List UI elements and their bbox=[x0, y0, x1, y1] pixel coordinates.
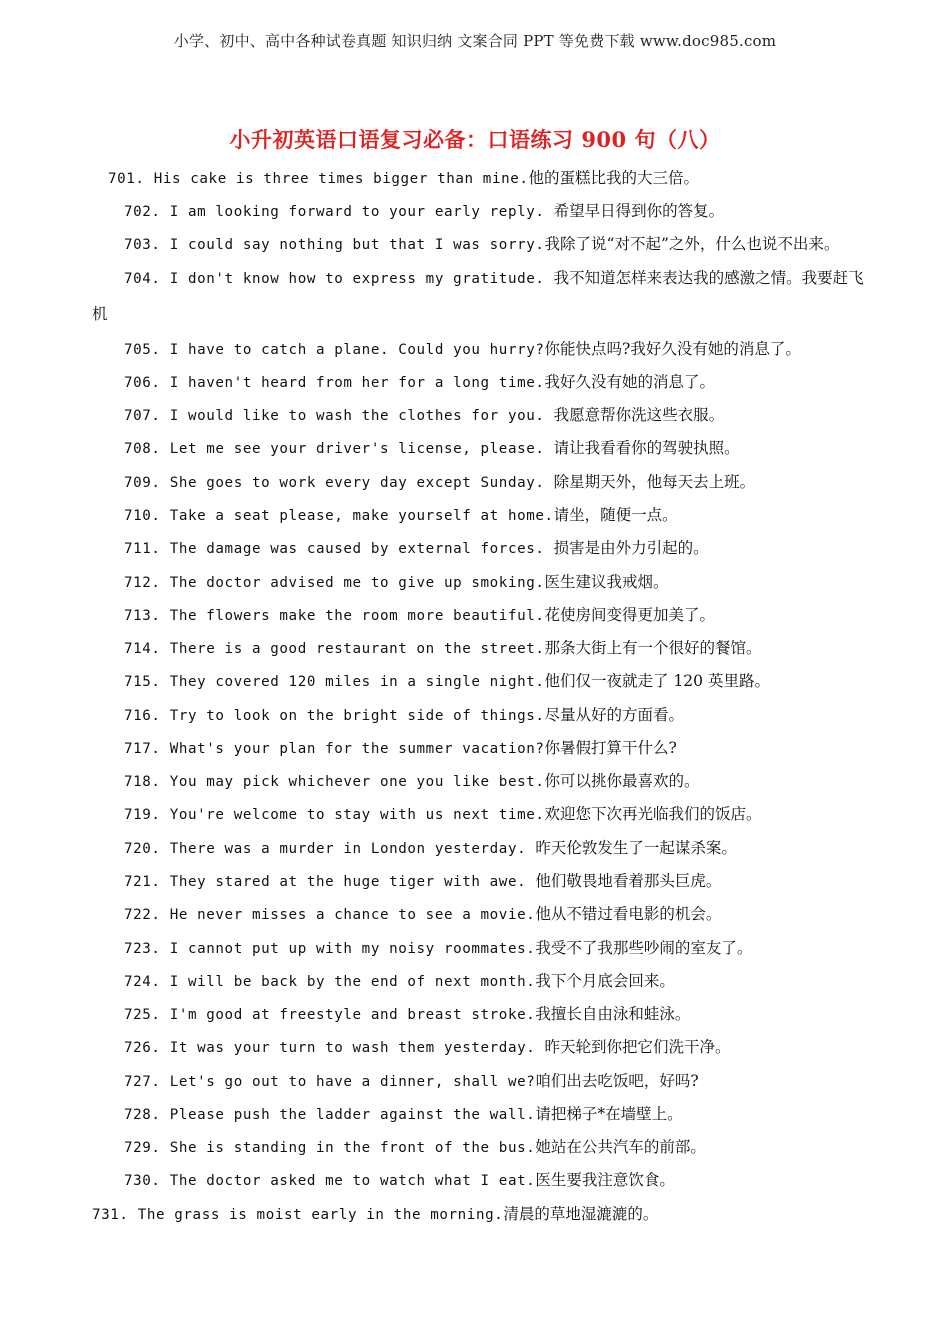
sentence-line bbox=[124, 538, 709, 559]
english-sentence: 717. What's your plan for the summer vacation? bbox=[124, 741, 545, 757]
chinese-translation: 他们敬畏地看着那头巨虎。 bbox=[535, 872, 722, 890]
sentence-line bbox=[124, 339, 801, 360]
chinese-translation: 你可以挑你最喜欢的。 bbox=[544, 772, 700, 790]
sentence-line bbox=[124, 605, 715, 626]
sentence-line bbox=[124, 705, 684, 726]
english-sentence: 711. The damage was caused by external forces. bbox=[124, 541, 554, 557]
english-sentence: 727. Let's go out to have a dinner, shall we? bbox=[124, 1074, 536, 1090]
english-sentence: 713. The flowers make the room more beautiful. bbox=[124, 608, 545, 624]
sentence-line bbox=[124, 638, 762, 659]
chinese-translation: 我愿意帮你洗这些衣服。 bbox=[553, 406, 725, 424]
english-sentence: 702. I am looking forward to your early reply. bbox=[124, 204, 554, 220]
english-sentence: 725. I'm good at freestyle and breast stroke. bbox=[124, 1007, 536, 1023]
sentence-line bbox=[124, 1037, 731, 1058]
chinese-translation: 我好久没有她的消息了。 bbox=[544, 373, 716, 391]
sentence-line bbox=[124, 971, 675, 992]
english-sentence: 721. They stared at the huge tiger with awe. bbox=[124, 874, 536, 890]
english-sentence: 714. There is a good restaurant on the street. bbox=[124, 641, 545, 657]
sentence-line bbox=[124, 804, 762, 825]
chinese-translation: 损害是由外力引起的。 bbox=[553, 539, 709, 557]
chinese-translation: 尽量从好的方面看。 bbox=[544, 706, 685, 724]
english-sentence: 722. He never misses a chance to see a movie. bbox=[124, 907, 536, 923]
sentence-line bbox=[124, 671, 770, 692]
sentence-line bbox=[124, 871, 721, 892]
sentence-line bbox=[124, 938, 752, 959]
chinese-translation: 你能快点吗?我好久没有她的消息了。 bbox=[544, 340, 801, 358]
chinese-translation: 他从不错过看电影的机会。 bbox=[535, 905, 722, 923]
english-sentence: 706. I haven't heard from her for a long time. bbox=[124, 375, 545, 391]
english-sentence: 731. The grass is moist early in the morning. bbox=[92, 1207, 504, 1223]
sentence-line bbox=[108, 168, 699, 189]
english-sentence: 712. The doctor advised me to give up smoking. bbox=[124, 575, 545, 591]
chinese-translation: 我受不了我那些吵闹的室友了。 bbox=[535, 939, 753, 957]
sentence-line bbox=[124, 438, 740, 459]
chinese-translation: 医生要我注意饮食。 bbox=[535, 1171, 675, 1189]
english-sentence: 707. I would like to wash the clothes for you. bbox=[124, 408, 554, 424]
sentence-line bbox=[124, 838, 737, 859]
english-sentence: 723. I cannot put up with my noisy roommates. bbox=[124, 941, 536, 957]
sentence-line bbox=[124, 771, 700, 792]
sentence-line bbox=[124, 572, 669, 593]
chinese-translation: 她站在公共汽车的前部。 bbox=[535, 1138, 706, 1156]
chinese-translation: 昨天伦敦发生了一起谋杀案。 bbox=[535, 839, 737, 857]
english-sentence: 729. She is standing in the front of the bus. bbox=[124, 1140, 536, 1156]
sentence-line bbox=[124, 1137, 706, 1158]
sentence-line bbox=[124, 1170, 675, 1191]
sentence-line bbox=[124, 738, 677, 759]
chinese-translation: 我除了说“对不起”之外，什么也说不出来。 bbox=[544, 235, 840, 253]
sentence-line bbox=[124, 268, 864, 289]
chinese-translation: 我下个月底会回来。 bbox=[535, 972, 675, 990]
english-sentence: 715. They covered 120 miles in a single night. bbox=[124, 674, 545, 690]
chinese-translation: 机 bbox=[92, 305, 108, 323]
english-sentence: 704. I don't know how to express my gratitude. bbox=[124, 271, 554, 287]
chinese-translation: 请把梯子*在墙壁上。 bbox=[535, 1105, 683, 1123]
document-title: 小升初英语口语复习必备：口语练习 900 句（八） bbox=[229, 127, 721, 152]
english-sentence: 708. Let me see your driver's license, please. bbox=[124, 441, 554, 457]
chinese-translation: 昨天轮到你把它们洗干净。 bbox=[544, 1038, 731, 1056]
sentence-line bbox=[124, 1104, 683, 1125]
chinese-translation: 那条大街上有一个很好的餐馆。 bbox=[544, 639, 762, 657]
chinese-translation: 他们仅一夜就走了 120 英里路。 bbox=[544, 672, 770, 690]
sentence-line bbox=[124, 405, 724, 426]
sentence-line bbox=[124, 201, 724, 222]
page-header: 小学、初中、高中各种试卷真题 知识归纳 文案合同 PPT 等免费下载 www.doc985.com bbox=[173, 32, 777, 50]
chinese-translation: 希望早日得到你的答复。 bbox=[553, 202, 725, 220]
english-sentence: 716. Try to look on the bright side of things. bbox=[124, 708, 545, 724]
sentence-line bbox=[124, 372, 715, 393]
sentence-line bbox=[92, 304, 108, 325]
english-sentence: 719. You're welcome to stay with us next time. bbox=[124, 807, 545, 823]
english-sentence: 730. The doctor asked me to watch what I eat. bbox=[124, 1173, 536, 1189]
sentence-line bbox=[124, 505, 678, 526]
chinese-translation: 你暑假打算干什么? bbox=[544, 739, 677, 757]
english-sentence: 728. Please push the ladder against the wall. bbox=[124, 1107, 536, 1123]
english-sentence: 726. It was your turn to wash them yesterday. bbox=[124, 1040, 545, 1056]
english-sentence: 718. You may pick whichever one you like best. bbox=[124, 774, 545, 790]
sentence-line bbox=[92, 1204, 658, 1225]
chinese-translation: 清晨的草地湿漉漉的。 bbox=[503, 1205, 659, 1223]
english-sentence: 710. Take a seat please, make yourself at home. bbox=[124, 508, 554, 524]
english-sentence: 724. I will be back by the end of next month. bbox=[124, 974, 536, 990]
chinese-translation: 医生建议我戒烟。 bbox=[544, 573, 669, 591]
english-sentence: 701. His cake is three times bigger than mine. bbox=[108, 171, 529, 187]
chinese-translation: 咱们出去吃饭吧，好吗? bbox=[535, 1072, 699, 1090]
english-sentence: 703. I could say nothing but that I was sorry. bbox=[124, 237, 545, 253]
sentence-line bbox=[124, 472, 755, 493]
chinese-translation: 花使房间变得更加美了。 bbox=[544, 606, 716, 624]
sentence-line bbox=[124, 234, 839, 255]
sentence-line bbox=[124, 1071, 699, 1092]
chinese-translation: 我擅长自由泳和蛙泳。 bbox=[535, 1005, 691, 1023]
sentence-line bbox=[124, 904, 721, 925]
english-sentence: 709. She goes to work every day except Sunday. bbox=[124, 475, 554, 491]
chinese-translation: 请让我看看你的驾驶执照。 bbox=[553, 439, 740, 457]
english-sentence: 705. I have to catch a plane. Could you hurry? bbox=[124, 342, 545, 358]
english-sentence: 720. There was a murder in London yesterday. bbox=[124, 841, 536, 857]
chinese-translation: 我不知道怎样来表达我的感激之情。我要赶飞 bbox=[553, 269, 864, 287]
chinese-translation: 请坐，随便一点。 bbox=[553, 506, 678, 524]
chinese-translation: 欢迎您下次再光临我们的饭店。 bbox=[544, 805, 762, 823]
sentence-line bbox=[124, 1004, 690, 1025]
chinese-translation: 他的蛋糕比我的大三倍。 bbox=[528, 169, 700, 187]
chinese-translation: 除星期天外，他每天去上班。 bbox=[553, 473, 756, 491]
